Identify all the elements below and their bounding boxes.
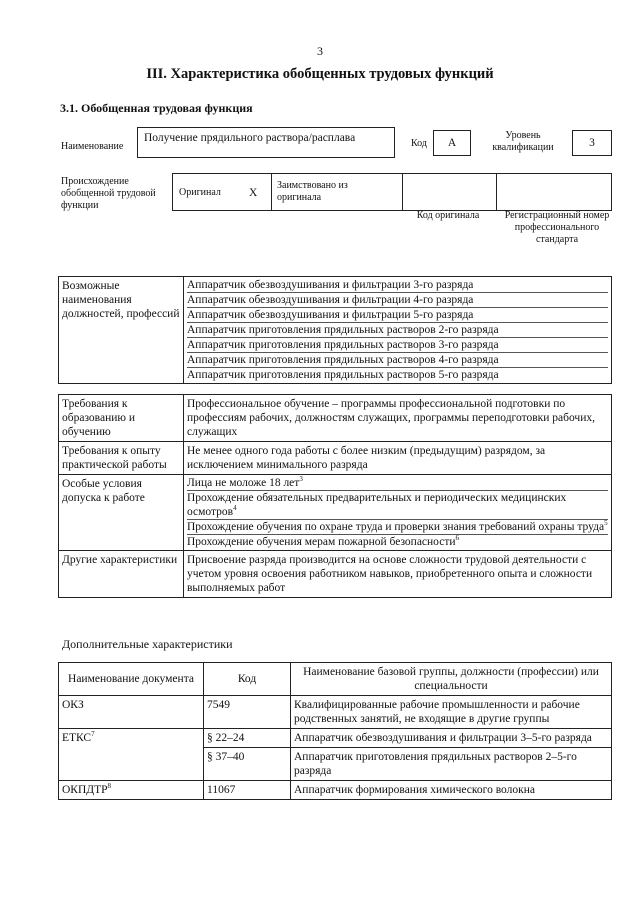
etks-code: § 22–24 <box>204 729 291 748</box>
origin-divider-3 <box>496 174 497 210</box>
etks-name: Аппаратчик обезвоздушивания и фильтрации 3–5-го разряда <box>291 729 612 748</box>
position-item: Аппаратчик обезвоздушивания и фильтрации 5-го разряда <box>187 308 608 323</box>
footnote-ref: 7 <box>91 730 95 739</box>
code-value: A <box>447 137 457 149</box>
footnote-ref: 3 <box>299 475 303 484</box>
table-row <box>59 729 612 748</box>
level-value: 3 <box>589 137 595 149</box>
etks-doc: ЕТКС$^7$ <box>59 729 204 781</box>
positions-table <box>58 276 612 384</box>
code-original-caption: Код оригинала <box>416 210 480 221</box>
special-item: Прохождение обязательных предварительных и периодических медицинских осмотров$^4$ <box>187 491 608 520</box>
original-label: Оригинал <box>179 187 221 198</box>
reg-number-caption: Регистрационный номер профессионального стандарта <box>504 210 610 245</box>
okz-name: Квалифицированные рабочие промышленности и рабочие родственных занятий, не входящие в другие группы <box>291 696 612 729</box>
etks-code: § 37–40 <box>204 748 291 781</box>
footnote-ref: 4 <box>233 504 237 513</box>
other-value: Присвоение разряда производится на основе сложности трудовой деятельности с учетом уровня освоения работником навыков, приобретенного опыта и сложности выполняемых работ <box>184 551 612 598</box>
level-label: Уровень квалификации <box>492 130 554 153</box>
experience-label: Требования к опыту практической работы <box>59 442 184 475</box>
footnote-ref: 6 <box>455 534 460 543</box>
positions-list <box>184 277 612 384</box>
okpdtr-code: 11067 <box>204 781 291 800</box>
subsection-title: 3.1. Обобщенная трудовая функция <box>60 101 253 115</box>
okpdtr-doc: ОКПДТР$^8$ <box>59 781 204 800</box>
col-code-header: Код <box>204 663 291 696</box>
footnote-ref: 5 <box>604 519 608 528</box>
col-name-header: Наименование базовой группы, должности (профессии) или специальности <box>291 663 612 696</box>
requirements-table <box>58 394 612 598</box>
additional-table <box>58 662 612 800</box>
special-item: Прохождение обучения по охране труда и проверки знания требований охраны труда$^5$ <box>187 519 608 533</box>
education-value: Профессиональное обучение – программы профессиональной подготовки по профессиям рабочих, должностям служащих, программы переподготовки рабочих, служащих <box>184 395 612 442</box>
additional-title: Дополнительные характеристики <box>62 637 233 651</box>
code-value-field <box>433 130 471 156</box>
footnote-ref: 8 <box>107 782 112 791</box>
table-row <box>59 696 612 729</box>
special-item: Прохождение обучения мерам пожарной безопасности$^6$ <box>187 534 460 548</box>
position-item: Аппаратчик обезвоздушивания и фильтрации 4-го разряда <box>187 293 608 308</box>
position-item: Аппаратчик приготовления прядильных растворов 5-го разряда <box>187 369 499 381</box>
function-name-value: Получение прядильного раствора/расплава <box>144 132 356 144</box>
page-number: 3 <box>317 44 323 58</box>
okz-doc: ОКЗ <box>59 696 204 729</box>
position-item: Аппаратчик приготовления прядильных растворов 2-го разряда <box>187 323 608 338</box>
original-mark: X <box>249 187 258 199</box>
function-name-field <box>137 127 395 158</box>
col-doc-header: Наименование документа <box>59 663 204 696</box>
position-item: Аппаратчик приготовления прядильных растворов 4-го разряда <box>187 353 608 368</box>
special-conditions-list <box>184 475 612 551</box>
section-title: III. Характеристика обобщенных трудовых функций <box>146 66 494 82</box>
special-conditions-label: Особые условия допуска к работе <box>59 475 184 551</box>
code-label: Код <box>411 138 427 149</box>
okpdtr-name: Аппаратчик формирования химического волокна <box>291 781 612 800</box>
level-value-field <box>572 130 612 156</box>
position-item: Аппаратчик приготовления прядильных растворов 3-го разряда <box>187 338 608 353</box>
origin-divider-2 <box>402 174 403 210</box>
special-item: Лица не моложе 18 лет$^3$ <box>187 476 608 491</box>
origin-row <box>172 173 612 211</box>
table-row <box>59 781 612 800</box>
etks-name: Аппаратчик приготовления прядильных растворов 2–5-го разряда <box>291 748 612 781</box>
positions-label: Возможные наименования должностей, профессий <box>59 277 184 384</box>
other-label: Другие характеристики <box>59 551 184 598</box>
borrowed-label: Заимствовано из оригинала <box>277 180 348 203</box>
education-label: Требования к образованию и обучению <box>59 395 184 442</box>
name-label: Наименование <box>61 141 124 152</box>
experience-value: Не менее одного года работы с более низким (предыдущим) разрядом, за исключением минимального разряда <box>184 442 612 475</box>
origin-divider-1 <box>271 174 272 210</box>
position-item: Аппаратчик обезвоздушивания и фильтрации 3-го разряда <box>187 278 608 293</box>
okz-code: 7549 <box>204 696 291 729</box>
origin-label: Происхождение обобщенной трудовой функции <box>61 176 156 211</box>
